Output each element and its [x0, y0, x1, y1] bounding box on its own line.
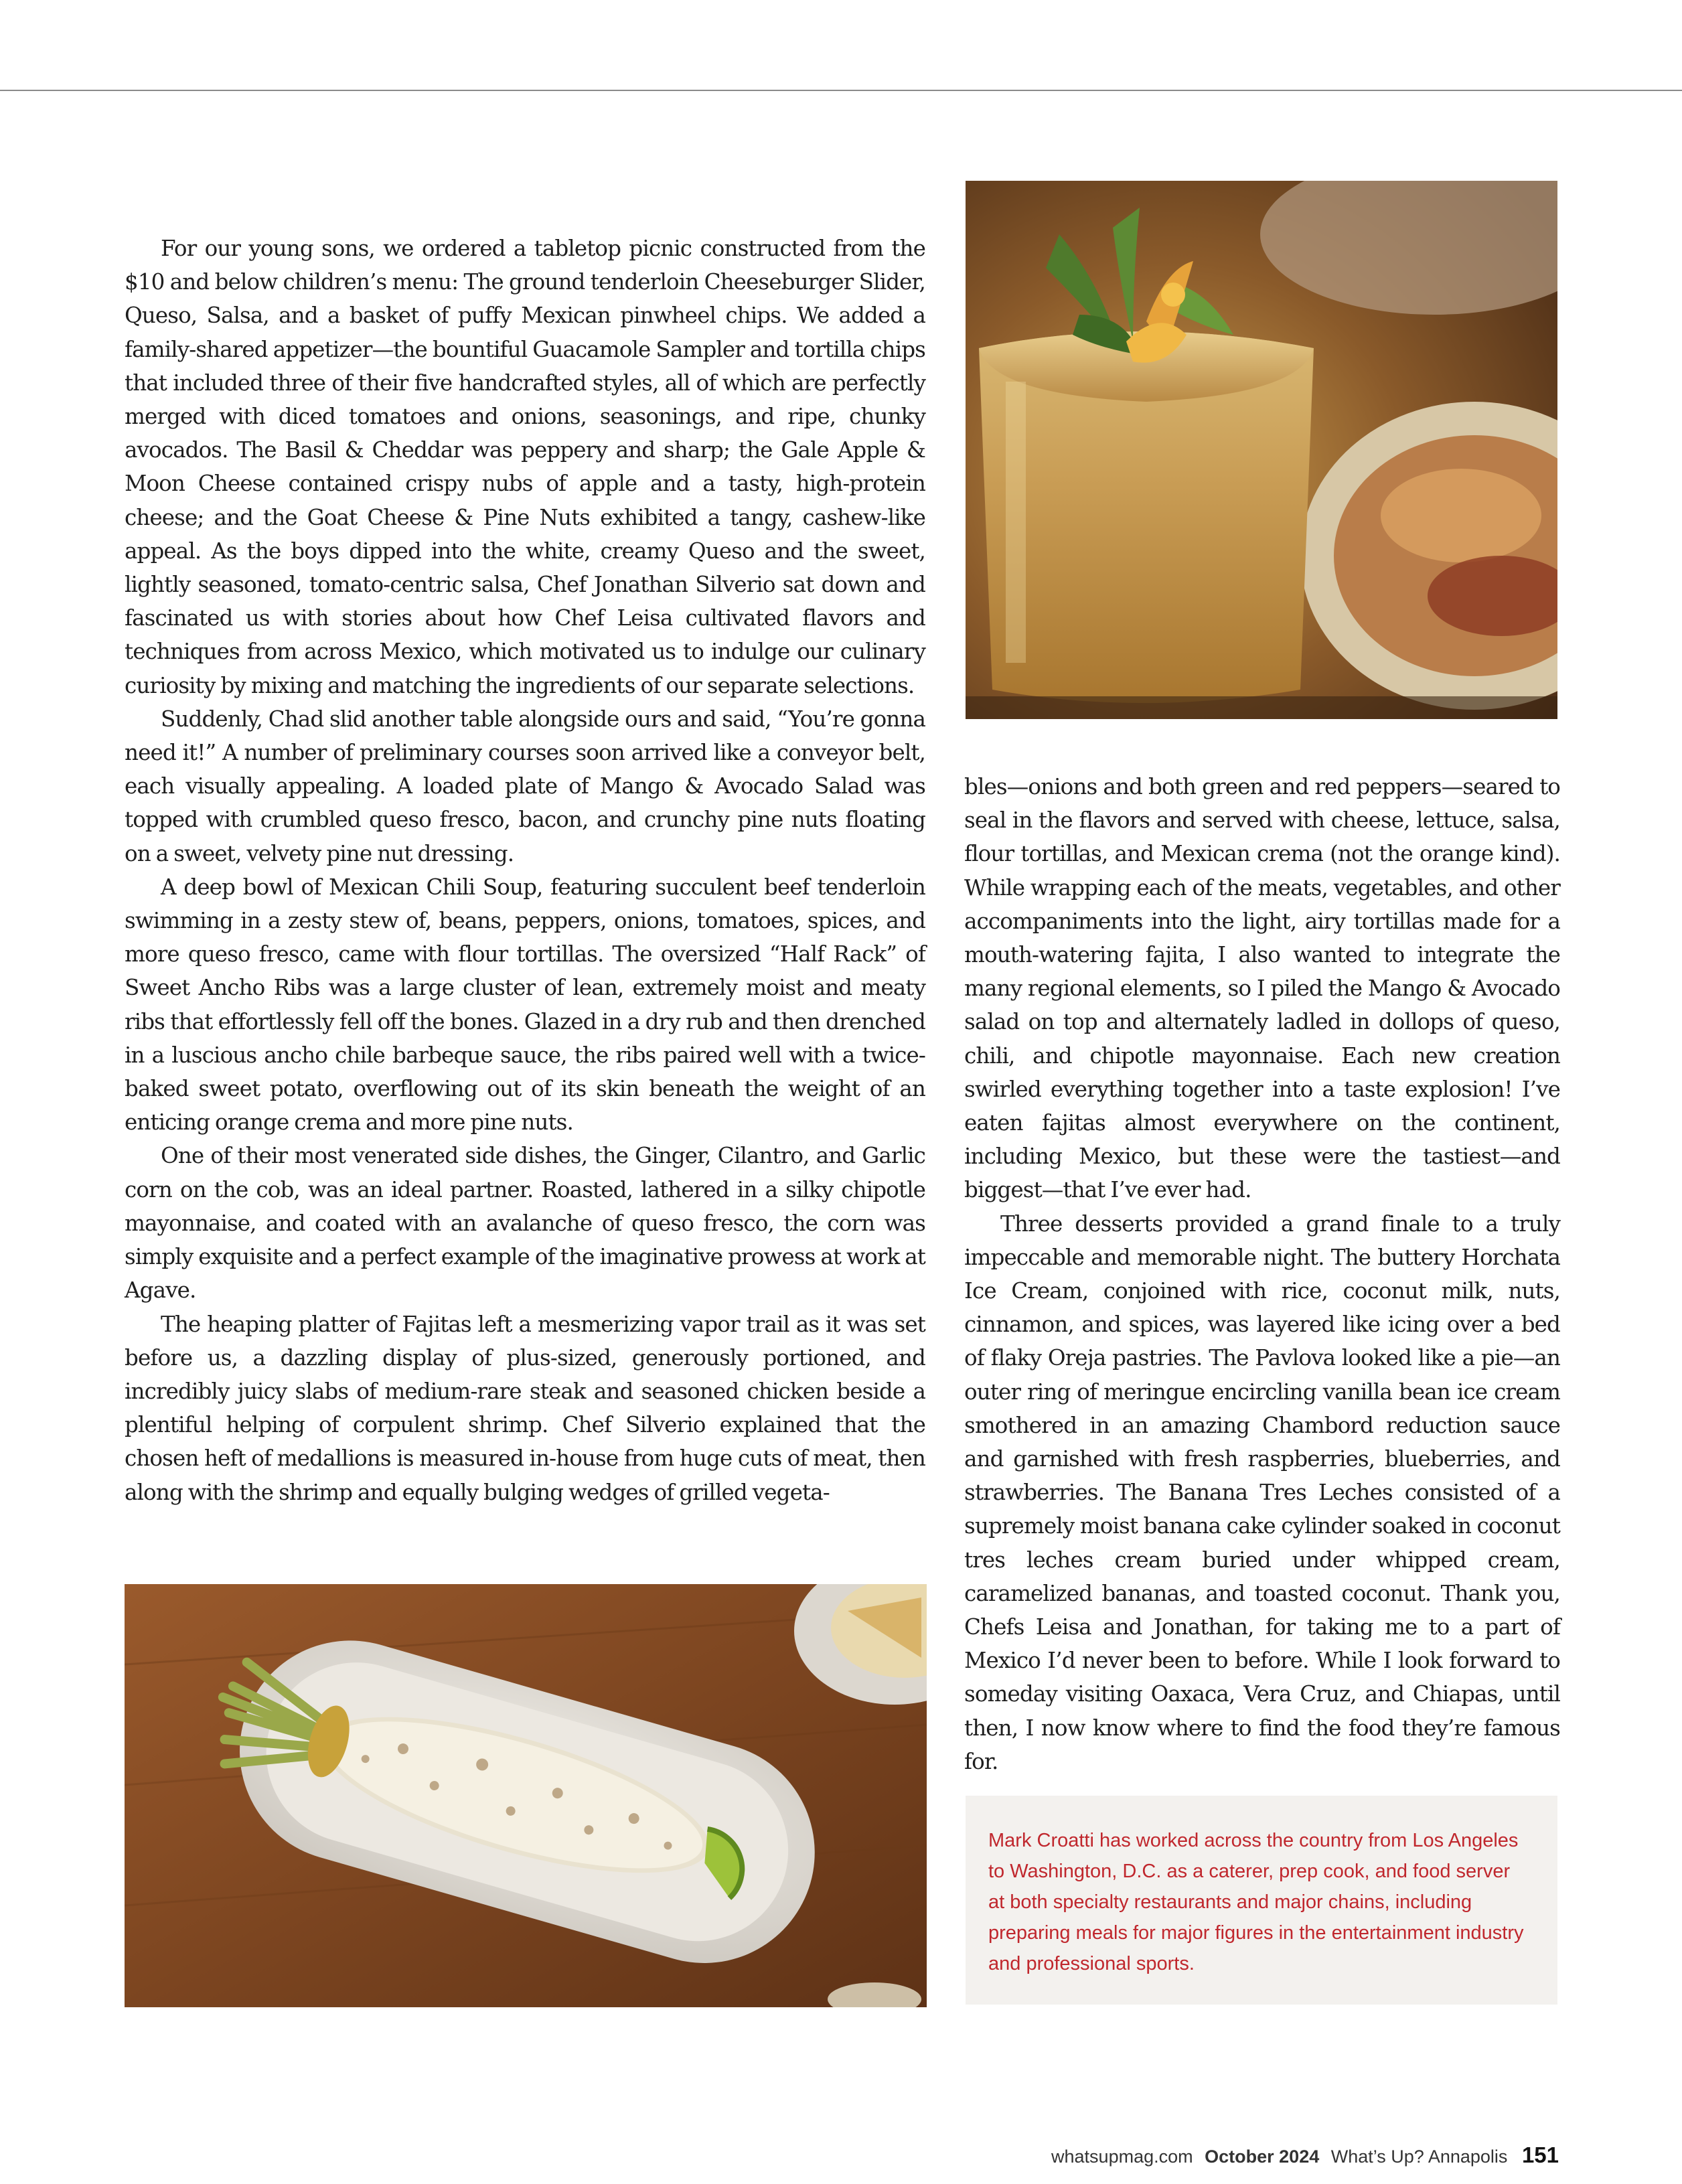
- paragraph: The heaping platter of Fajitas left a mesmerizing vapor trail as it was set before us, a dazzling display of plus-sized, generously portioned, and incredibly juicy slabs of medium-rare steak and seasoned chicken beside a plentiful helping of corpulent shrimp. Chef Silverio explained that the chosen heft of medallions is measured in-house from huge cuts of meat, then along with the shrimp and equally bulging wedges of grilled vegeta-: [125, 1311, 925, 1505]
- paragraph: bles—onions and both green and red peppers—seared to seal in the flavors and served with cheese, lettuce, salsa, flour tortillas, and Mexican crema (not the orange kind). While wrapping each of the meats, vegetables, and other accompaniments into the light, airy tortillas made for a mouth-watering fajita, I also wanted to integrate the many regional elements, so I piled the Mango & Avocado salad on top and alternately ladled in dollops of queso, chili, and chipotle mayonnaise. Each new creation swirled everything together into a taste explosion! I’ve eaten fajitas almost everywhere on the continent, including Mexico, but these were the tastiest—and biggest—that I’ve ever had.: [964, 774, 1560, 1203]
- corn-photo: [125, 1584, 927, 2007]
- footer-site: whatsupmag.com: [1051, 2147, 1193, 2167]
- paragraph: One of their most venerated side dishes, the Ginger, Cilantro, and Garlic corn on the cob, was an ideal partner. Roasted, lathered in a silky chipotle mayonnaise, and coated with an avalanche of queso fresco, the corn was simply exquisite and a perfect example of the imaginative prowess at work at Agave.: [125, 1143, 925, 1304]
- paragraph: A deep bowl of Mexican Chili Soup, featuring succulent beef tenderloin swimming in a zesty stew of, beans, peppers, onions, tomatoes, spices, and more queso fresco, came with flour tortillas. The oversized “Half Rack” of Sweet Ancho Ribs was a large cluster of lean, extremely moist and meaty ribs that effortlessly fell off the bones. Glazed in a dry rub and then drenched in a luscious ancho chile barbeque sauce, the ribs paired well with a twice-baked sweet potato, overflowing out of its skin beneath the weight of an enticing orange crema and more pine nuts.: [125, 874, 925, 1136]
- cocktail-photo: [966, 181, 1557, 719]
- footer-publication: What’s Up? Annapolis: [1330, 2147, 1508, 2167]
- author-bio: [966, 1796, 1557, 2005]
- paragraph: For our young sons, we ordered a tabletop picnic constructed from the $10 and below children’s menu: The ground tenderloin Cheeseburger Slider, Queso, Salsa, and a basket of puffy Mexican pinwheel chips. We added a family-shared appetizer—the bountiful Guacamole Sampler and tortilla chips that included three of their five handcrafted styles, all of which are perfectly merged with diced tomatoes and onions, seasonings, and ripe, chunky avocados. The Basil & Cheddar was peppery and sharp; the Gale Apple & Moon Cheese contained crispy nubs of apple and a tasty, high-protein cheese; and the Goat Cheese & Pine Nuts exhibited a tangy, cashew-like appeal. As the boys dipped into the white, creamy Queso and the sweet, lightly seasoned, tomato-centric salsa, Chef Jonathan Silverio sat down and fascinated us with stories about how Chef Leisa cultivated flavors and techniques from across Mexico, which motivated us to indulge our culinary curiosity by mixing and matching the ingredients of our separate selections.: [125, 236, 925, 698]
- article-column-right: [964, 770, 1560, 1778]
- page-number: 151: [1521, 2142, 1559, 2167]
- article-column-left: [125, 232, 925, 1509]
- paragraph: Three desserts provided a grand finale to a truly impeccable and memorable night. The buttery Horchata Ice Cream, conjoined with rice, coconut milk, nuts, cinnamon, and spices, was layered like icing over a bed of flaky Oreja pastries. The Pavlova looked like a pie—an outer ring of meringue encircling vanilla bean ice cream smothered in an amazing Chambord reduction sauce and garnished with fresh raspberries, blueberries, and strawberries. The Banana Tres Leches consisted of a supremely moist banana cake cylinder soaked in coconut tres leches cream buried under whipped cream, caramelized bananas, and toasted coconut. Thank you, Chefs Leisa and Jonathan, for taking me to a part of Mexico I’d never been to before. While I look forward to someday visiting Oaxaca, Vera Cruz, and Chiapas, until then, I now know where to find the food they’re famous for.: [964, 1211, 1560, 1774]
- footer-month: October 2024: [1205, 2147, 1320, 2167]
- paragraph: Suddenly, Chad slid another table alongside ours and said, “You’re gonna need it!” A number of preliminary courses soon arrived like a conveyor belt, each visually appealing. A loaded plate of Mango & Avocado Salad was topped with crumbled queso fresco, bacon, and crunchy pine nuts floating on a sweet, velvety pine nut dressing.: [125, 706, 925, 866]
- page-footer: [1051, 2142, 1559, 2168]
- author-bio-text: Mark Croatti has worked across the country from Los Angeles to Washington, D.C. as a caterer, prep cook, and food server at both specialty restaurants and major chains, including preparing meals for major figures in the entertainment industry and professional sports.: [988, 1830, 1524, 1974]
- header-rule: [0, 90, 1682, 91]
